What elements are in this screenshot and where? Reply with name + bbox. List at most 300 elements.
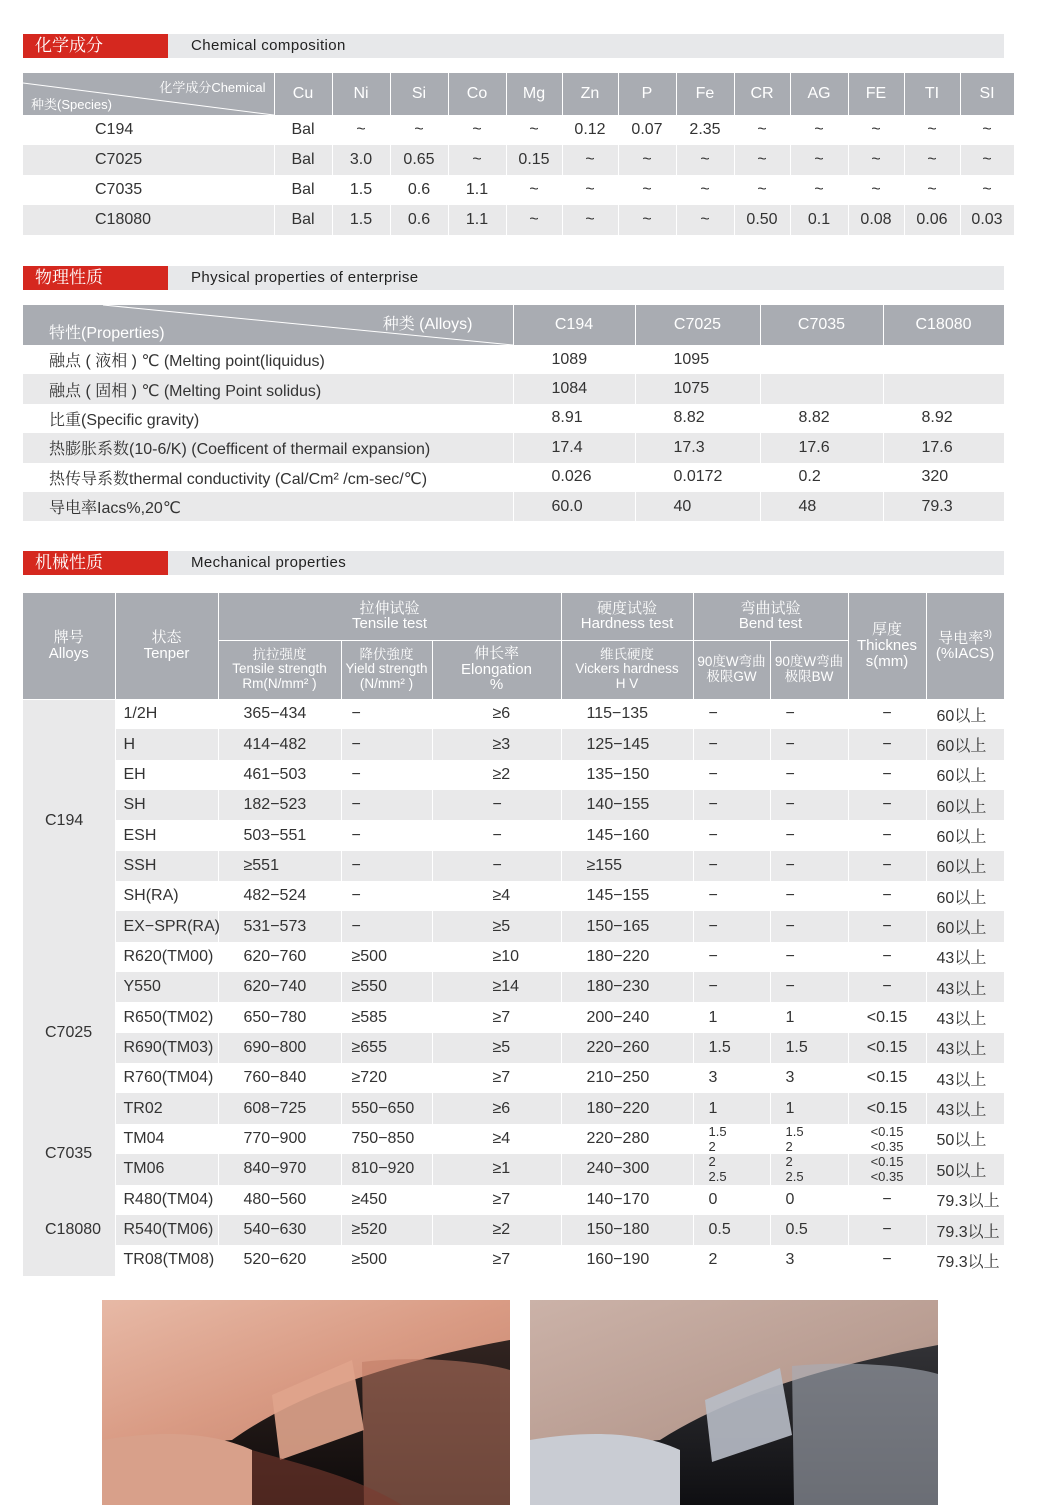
mechanical-section-header: [23, 551, 1004, 575]
yield-strength-cell: ≥655: [341, 1033, 432, 1063]
alloy-header-c18080: C18080: [883, 305, 1004, 345]
bend-bw-cell: 1: [770, 1002, 848, 1032]
bend-bw-subvalue: 1.5: [785, 1123, 804, 1139]
bend-gw-cell: [693, 1154, 770, 1184]
vickers-hardness-cell: 160−190: [561, 1245, 693, 1275]
temper-cell: R650(TM02): [115, 1002, 218, 1032]
table-row: [23, 1245, 1004, 1275]
composition-cell: 1.1: [448, 175, 506, 205]
thickness-cell: −: [848, 851, 926, 881]
bend-gw-cell: 1: [693, 1002, 770, 1032]
vickers-hardness-cell: 240−300: [561, 1154, 693, 1184]
composition-cell: 1.5: [332, 175, 390, 205]
property-name: 比重(Specific gravity): [23, 404, 513, 433]
composition-cell: ~: [790, 145, 848, 175]
thickness-cell: <0.15: [848, 1033, 926, 1063]
vickers-hardness-cell: 115−135: [561, 699, 693, 729]
bend-bw-cell: −: [770, 881, 848, 911]
property-value: 8.92: [883, 404, 1004, 433]
composition-cell: ~: [734, 175, 790, 205]
temper-cell: R620(TM00): [115, 942, 218, 972]
thickness-cell: [848, 1154, 926, 1184]
property-value: 17.4: [513, 433, 635, 462]
elongation-cell: ≥6: [432, 699, 561, 729]
bend-gw-cell: 0.5: [693, 1215, 770, 1245]
elongation-cell: ≥4: [432, 1124, 561, 1154]
yield-strength-cell: −: [341, 760, 432, 790]
yield-strength-cell: ≥450: [341, 1185, 432, 1215]
table-row: [23, 1154, 1004, 1184]
element-header-cu: Cu: [274, 73, 332, 115]
composition-cell: ~: [848, 145, 904, 175]
temper-cell: TR08(TM08): [115, 1245, 218, 1275]
yield-strength-cell: −: [341, 820, 432, 850]
thickness-subvalue: <0.15: [870, 1123, 904, 1139]
temper-cell: TR02: [115, 1093, 218, 1123]
bend-gw-cell: −: [693, 881, 770, 911]
alloy-name: C7035: [23, 175, 274, 205]
yield-strength-cell: ≥720: [341, 1063, 432, 1093]
thickness-cell: −: [848, 1215, 926, 1245]
conductivity-cell: 60以上: [926, 729, 1004, 759]
temper-cell: SSH: [115, 851, 218, 881]
vickers-hardness-cell: 180−220: [561, 1093, 693, 1123]
alloy-header-c194: C194: [513, 305, 635, 345]
alloy-group-label: C7025: [23, 942, 115, 1124]
composition-cell: 0.65: [390, 145, 448, 175]
temper-cell: SH(RA): [115, 881, 218, 911]
composition-cell: ~: [676, 145, 734, 175]
table-row: [23, 820, 1004, 850]
bend-gw-subvalue: 2.5: [708, 1169, 727, 1185]
yield-strength-cell: ≥550: [341, 972, 432, 1002]
table-row: [23, 404, 1004, 433]
thickness-cell: <0.15: [848, 1093, 926, 1123]
tensile-strength-cell: 482−524: [218, 881, 341, 911]
property-value: 0.2: [760, 463, 883, 492]
tensile-strength-cell: 840−970: [218, 1154, 341, 1184]
bend-bw-cell: −: [770, 729, 848, 759]
elongation-cell: ≥14: [432, 972, 561, 1002]
property-value: [760, 345, 883, 374]
thickness-cell: −: [848, 942, 926, 972]
bend-gw-cell: 3: [693, 1063, 770, 1093]
composition-cell: Bal: [274, 115, 332, 145]
conductivity-cell: 79.3以上: [926, 1185, 1004, 1215]
header-thickness: 厚度 Thicknes s(mm): [848, 593, 926, 699]
element-header-mg: Mg: [506, 73, 562, 115]
conductivity-cell: 60以上: [926, 790, 1004, 820]
property-value: 1089: [513, 345, 635, 374]
yield-strength-cell: −: [341, 851, 432, 881]
composition-cell: 0.12: [562, 115, 618, 145]
tensile-strength-cell: 540−630: [218, 1215, 341, 1245]
thickness-subvalue: <0.35: [870, 1169, 904, 1185]
composition-cell: ~: [904, 175, 960, 205]
composition-section-header: [23, 34, 1004, 58]
element-header-fe: Fe: [676, 73, 734, 115]
composition-cell: ~: [506, 115, 562, 145]
elongation-cell: ≥7: [432, 1002, 561, 1032]
property-value: 8.91: [513, 404, 635, 433]
property-value: 8.82: [635, 404, 760, 433]
bend-gw-cell: −: [693, 729, 770, 759]
bend-bw-cell: −: [770, 790, 848, 820]
tensile-strength-cell: ≥551: [218, 851, 341, 881]
yield-strength-cell: 750−850: [341, 1124, 432, 1154]
table-row: [23, 345, 1004, 374]
elongation-cell: ≥6: [432, 1093, 561, 1123]
property-name: 融点 ( 液相 ) ℃ (Melting point(liquidus): [23, 345, 513, 374]
property-name: 导电率Iacs%,20℃: [23, 492, 513, 521]
composition-cell: ~: [562, 145, 618, 175]
property-value: 0.0172: [635, 463, 760, 492]
property-value: 1084: [513, 374, 635, 403]
alloy-group-label: C7035: [23, 1124, 115, 1185]
mechanical-title-cn: 机械性质: [23, 551, 168, 575]
temper-cell: SH: [115, 790, 218, 820]
property-value: 48: [760, 492, 883, 521]
bend-gw-cell: −: [693, 760, 770, 790]
composition-cell: ~: [904, 145, 960, 175]
composition-cell: ~: [618, 145, 676, 175]
composition-title-en: Chemical composition: [191, 37, 346, 54]
composition-cell: 0.1: [790, 205, 848, 235]
yield-strength-cell: −: [341, 699, 432, 729]
composition-cell: ~: [848, 175, 904, 205]
elongation-cell: ≥4: [432, 881, 561, 911]
property-value: 17.6: [760, 433, 883, 462]
temper-cell: 1/2H: [115, 699, 218, 729]
header-bend-gw: 90度W弯曲 极限GW: [693, 640, 770, 699]
composition-cell: 0.07: [618, 115, 676, 145]
bend-gw-subvalue: 2: [708, 1138, 716, 1154]
vickers-hardness-cell: 180−230: [561, 972, 693, 1002]
composition-cell: ~: [390, 115, 448, 145]
temper-cell: TM04: [115, 1124, 218, 1154]
thickness-subvalue: <0.35: [870, 1138, 904, 1154]
composition-cell: ~: [734, 145, 790, 175]
physical-title-en: Physical properties of enterprise: [191, 269, 419, 286]
property-value: [883, 345, 1004, 374]
tensile-strength-cell: 461−503: [218, 760, 341, 790]
thickness-cell: <0.15: [848, 1063, 926, 1093]
property-value: 60.0: [513, 492, 635, 521]
bend-gw-cell: 0: [693, 1185, 770, 1215]
physical-corner-header: 种类 (Alloys) 特性(Properties): [23, 305, 513, 345]
table-row: [23, 492, 1004, 521]
composition-cell: ~: [676, 175, 734, 205]
table-row: [23, 175, 1014, 205]
temper-cell: TM06: [115, 1154, 218, 1184]
bend-bw-cell: −: [770, 699, 848, 729]
element-header-ni: Ni: [332, 73, 390, 115]
header-hardness-test: 硬度试验 Hardness test: [561, 593, 693, 640]
header-temper: 状态 Tenper: [115, 593, 218, 699]
composition-cell: ~: [790, 175, 848, 205]
conductivity-cell: 43以上: [926, 1002, 1004, 1032]
vickers-hardness-cell: 180−220: [561, 942, 693, 972]
composition-cell: 2.35: [676, 115, 734, 145]
tensile-strength-cell: 531−573: [218, 911, 341, 941]
property-value: 0.026: [513, 463, 635, 492]
table-row: [23, 1063, 1004, 1093]
header-elongation: 伸长率 Elongation %: [432, 640, 561, 699]
bend-bw-cell: [770, 1154, 848, 1184]
header-alloys: 牌号 Alloys: [23, 593, 115, 699]
conductivity-cell: 43以上: [926, 1093, 1004, 1123]
thickness-subvalue: <0.15: [870, 1154, 904, 1170]
composition-title-cn: 化学成分: [23, 34, 168, 58]
conductivity-cell: 50以上: [926, 1154, 1004, 1184]
thickness-cell: −: [848, 790, 926, 820]
table-row: [23, 1002, 1004, 1032]
vickers-hardness-cell: 140−170: [561, 1185, 693, 1215]
yield-strength-cell: ≥585: [341, 1002, 432, 1032]
elongation-cell: ≥7: [432, 1245, 561, 1275]
tensile-strength-cell: 620−760: [218, 942, 341, 972]
table-row: [23, 729, 1004, 759]
vickers-hardness-cell: 145−155: [561, 881, 693, 911]
temper-cell: R760(TM04): [115, 1063, 218, 1093]
temper-cell: R480(TM04): [115, 1185, 218, 1215]
temper-cell: EX−SPR(RA): [115, 911, 218, 941]
property-value: [883, 374, 1004, 403]
composition-cell: ~: [790, 115, 848, 145]
header-conductivity: 导电率$^{3)}$ (%IACS): [926, 593, 1004, 699]
composition-cell: Bal: [274, 205, 332, 235]
temper-cell: ESH: [115, 820, 218, 850]
thickness-cell: −: [848, 729, 926, 759]
vickers-hardness-cell: 140−155: [561, 790, 693, 820]
header-tensile-test: 拉伸试验 Tensile test: [218, 593, 561, 640]
bend-bw-cell: 0.5: [770, 1215, 848, 1245]
element-header-ti: TI: [904, 73, 960, 115]
conductivity-cell: 60以上: [926, 851, 1004, 881]
header-tensile-strength: 抗拉强度 Tensile strength Rm(N/mm² ): [218, 640, 341, 699]
composition-cell: 0.6: [390, 205, 448, 235]
alloy-group-label: C18080: [23, 1185, 115, 1276]
tensile-strength-cell: 480−560: [218, 1185, 341, 1215]
vickers-hardness-cell: 220−260: [561, 1033, 693, 1063]
table-row: [23, 115, 1014, 145]
bend-gw-subvalue: 2: [708, 1154, 716, 1170]
tensile-strength-cell: 365−434: [218, 699, 341, 729]
property-value: 1095: [635, 345, 760, 374]
thickness-cell: [848, 1124, 926, 1154]
thickness-cell: −: [848, 1185, 926, 1215]
table-row: [23, 205, 1014, 235]
bend-bw-cell: −: [770, 942, 848, 972]
element-header-si: SI: [960, 73, 1014, 115]
composition-cell: ~: [960, 115, 1014, 145]
conductivity-cell: 60以上: [926, 820, 1004, 850]
bend-gw-cell: −: [693, 699, 770, 729]
thickness-cell: −: [848, 972, 926, 1002]
table-row: [23, 790, 1004, 820]
yield-strength-cell: −: [341, 911, 432, 941]
yield-strength-cell: −: [341, 790, 432, 820]
composition-cell: 1.1: [448, 205, 506, 235]
property-value: 17.6: [883, 433, 1004, 462]
vickers-hardness-cell: 150−165: [561, 911, 693, 941]
bend-gw-cell: −: [693, 820, 770, 850]
conductivity-cell: 79.3以上: [926, 1215, 1004, 1245]
conductivity-cell: 60以上: [926, 911, 1004, 941]
alloy-name: C7025: [23, 145, 274, 175]
composition-cell: ~: [960, 145, 1014, 175]
vickers-hardness-cell: 145−160: [561, 820, 693, 850]
vickers-hardness-cell: 200−240: [561, 1002, 693, 1032]
header-vickers: 维氏硬度 Vickers hardness H V: [561, 640, 693, 699]
property-name: 热膨胀系数(10-6/K) (Coefficent of thermail expansion): [23, 433, 513, 462]
elongation-cell: ≥1: [432, 1154, 561, 1184]
bend-bw-cell: −: [770, 911, 848, 941]
bend-gw-subvalue: 1.5: [708, 1123, 727, 1139]
elongation-cell: −: [432, 851, 561, 881]
alloy-header-c7035: C7035: [760, 305, 883, 345]
elongation-cell: ≥7: [432, 1185, 561, 1215]
tensile-strength-cell: 690−800: [218, 1033, 341, 1063]
tensile-strength-cell: 182−523: [218, 790, 341, 820]
alloy-name: C194: [23, 115, 274, 145]
header-yield-strength: 降伏強度 Yield strength (N/mm² ): [341, 640, 432, 699]
elongation-cell: ≥2: [432, 760, 561, 790]
composition-cell: 0.6: [390, 175, 448, 205]
bend-gw-cell: −: [693, 942, 770, 972]
composition-cell: Bal: [274, 175, 332, 205]
table-row: [23, 1033, 1004, 1063]
physical-table: [23, 305, 1005, 521]
table-row: [23, 942, 1004, 972]
element-header-cr: CR: [734, 73, 790, 115]
composition-cell: ~: [904, 115, 960, 145]
vickers-hardness-cell: 210−250: [561, 1063, 693, 1093]
bend-bw-cell: −: [770, 820, 848, 850]
composition-cell: ~: [618, 205, 676, 235]
conductivity-cell: 43以上: [926, 972, 1004, 1002]
composition-cell: ~: [676, 205, 734, 235]
property-name: 热传导系数thermal conductivity (Cal/Cm² /cm-sec/℃): [23, 463, 513, 492]
bend-bw-subvalue: 2: [785, 1154, 793, 1170]
bend-gw-cell: 2: [693, 1245, 770, 1275]
copper-strip-photo-right: [530, 1300, 938, 1505]
table-row: [23, 433, 1004, 462]
composition-cell: ~: [448, 115, 506, 145]
yield-strength-cell: ≥500: [341, 1245, 432, 1275]
composition-corner-header: 化学成分Chemical 种类(Species): [23, 73, 274, 115]
property-value: 40: [635, 492, 760, 521]
alloy-header-c7025: C7025: [635, 305, 760, 345]
composition-cell: 0.50: [734, 205, 790, 235]
composition-cell: ~: [562, 205, 618, 235]
composition-cell: 0.08: [848, 205, 904, 235]
conductivity-cell: 60以上: [926, 760, 1004, 790]
bend-bw-cell: 3: [770, 1063, 848, 1093]
bend-gw-cell: −: [693, 790, 770, 820]
bend-bw-cell: 3: [770, 1245, 848, 1275]
composition-cell: ~: [506, 175, 562, 205]
physical-title-cn: 物理性质: [23, 266, 168, 290]
yield-strength-cell: −: [341, 881, 432, 911]
composition-cell: 0.15: [506, 145, 562, 175]
element-header-fe: FE: [848, 73, 904, 115]
composition-cell: ~: [506, 205, 562, 235]
vickers-hardness-cell: ≥155: [561, 851, 693, 881]
conductivity-cell: 60以上: [926, 881, 1004, 911]
element-header-ag: AG: [790, 73, 848, 115]
tensile-strength-cell: 760−840: [218, 1063, 341, 1093]
composition-cell: 0.06: [904, 205, 960, 235]
tensile-strength-cell: 620−740: [218, 972, 341, 1002]
element-header-zn: Zn: [562, 73, 618, 115]
temper-cell: H: [115, 729, 218, 759]
thickness-cell: −: [848, 911, 926, 941]
table-row: [23, 1124, 1004, 1154]
bend-bw-cell: −: [770, 972, 848, 1002]
composition-cell: 1.5: [332, 205, 390, 235]
elongation-cell: ≥5: [432, 911, 561, 941]
bend-gw-cell: −: [693, 851, 770, 881]
table-row: [23, 699, 1004, 729]
yield-strength-cell: −: [341, 729, 432, 759]
mechanical-table: [23, 593, 1005, 1276]
bend-gw-cell: 1: [693, 1093, 770, 1123]
table-row: [23, 760, 1004, 790]
composition-cell: ~: [618, 175, 676, 205]
thickness-cell: −: [848, 881, 926, 911]
property-value: 1075: [635, 374, 760, 403]
table-row: [23, 851, 1004, 881]
tensile-strength-cell: 503−551: [218, 820, 341, 850]
alloy-name: C18080: [23, 205, 274, 235]
table-row: [23, 1093, 1004, 1123]
property-value: 79.3: [883, 492, 1004, 521]
property-value: 17.3: [635, 433, 760, 462]
conductivity-cell: 50以上: [926, 1124, 1004, 1154]
composition-cell: 3.0: [332, 145, 390, 175]
table-row: [23, 1185, 1004, 1215]
composition-cell: ~: [848, 115, 904, 145]
element-header-p: P: [618, 73, 676, 115]
vickers-hardness-cell: 150−180: [561, 1215, 693, 1245]
property-name: 融点 ( 固相 ) ℃ (Melting Point solidus): [23, 374, 513, 403]
conductivity-cell: 43以上: [926, 1063, 1004, 1093]
conductivity-cell: 43以上: [926, 942, 1004, 972]
temper-cell: Y550: [115, 972, 218, 1002]
tensile-strength-cell: 608−725: [218, 1093, 341, 1123]
composition-cell: ~: [448, 145, 506, 175]
table-row: [23, 911, 1004, 941]
bend-gw-cell: −: [693, 911, 770, 941]
element-header-co: Co: [448, 73, 506, 115]
thickness-cell: −: [848, 820, 926, 850]
yield-strength-cell: 550−650: [341, 1093, 432, 1123]
vickers-hardness-cell: 125−145: [561, 729, 693, 759]
bend-bw-cell: 0: [770, 1185, 848, 1215]
yield-strength-cell: ≥520: [341, 1215, 432, 1245]
tensile-strength-cell: 414−482: [218, 729, 341, 759]
bend-bw-cell: 1: [770, 1093, 848, 1123]
property-value: 320: [883, 463, 1004, 492]
composition-cell: ~: [960, 175, 1014, 205]
temper-cell: EH: [115, 760, 218, 790]
elongation-cell: ≥5: [432, 1033, 561, 1063]
element-header-si: Si: [390, 73, 448, 115]
thickness-cell: <0.15: [848, 1002, 926, 1032]
thickness-cell: −: [848, 1245, 926, 1275]
table-row: [23, 972, 1004, 1002]
